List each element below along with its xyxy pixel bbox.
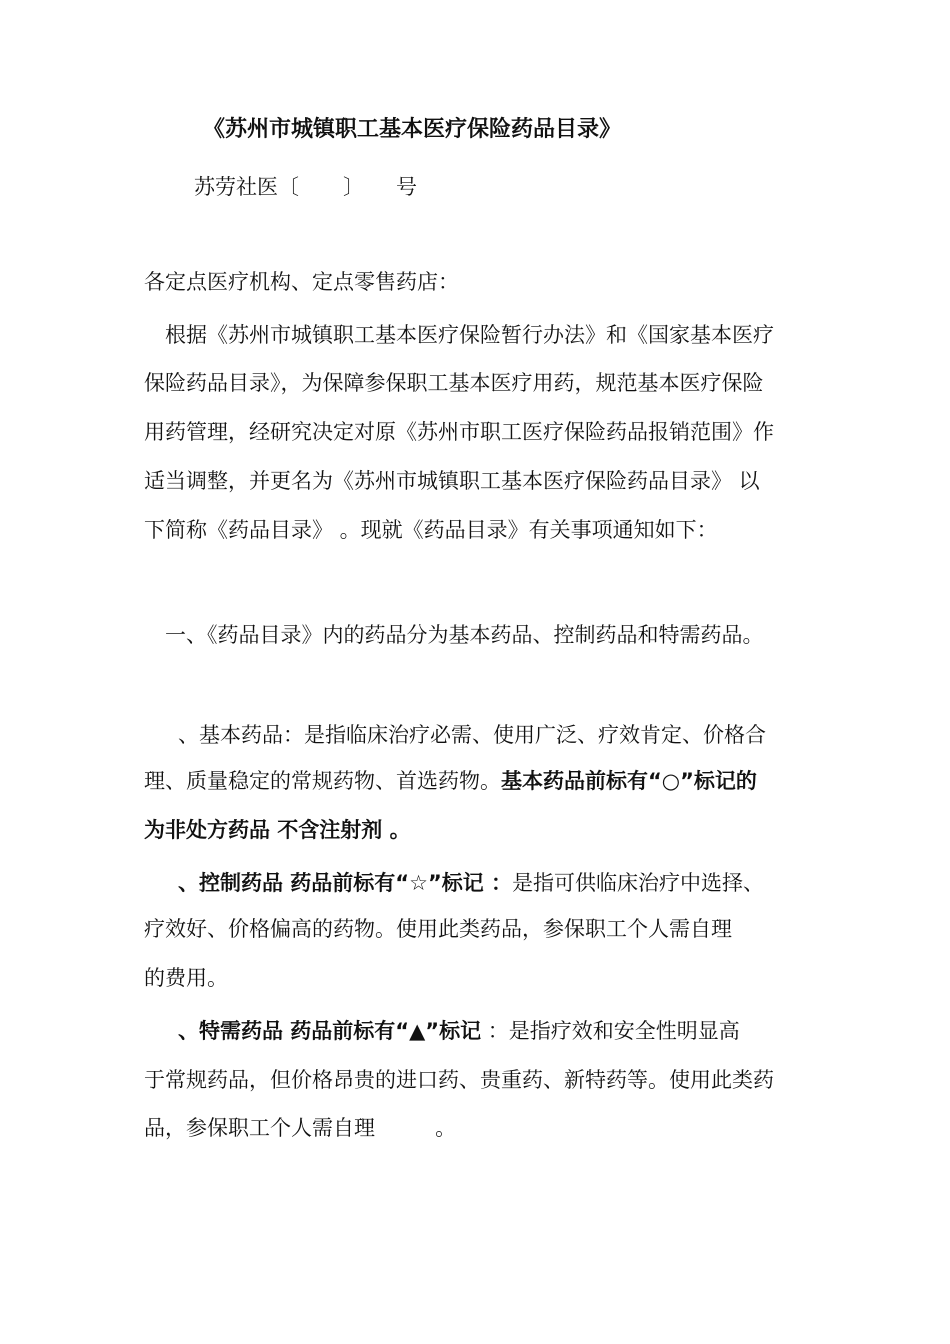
basic-drugs-mark-note: 基本药品前标有“○”标记的 <box>501 769 757 793</box>
document-title: 《苏州市城镇职工基本医疗保险药品目录》 <box>203 117 622 142</box>
intro-line-4: 适当调整，并更名为《苏州市城镇职工基本医疗保险药品目录》 以 <box>144 469 760 493</box>
intro-line-5: 下简称《药品目录》 。现就《药品目录》有关事项通知如下： <box>144 518 718 542</box>
addressee: 各定点医疗机构、定点零售药店： <box>144 270 459 294</box>
control-drugs-line-2: 疗效好、价格偏高的药物。使用此类药品，参保职工个人需自理 <box>144 917 732 941</box>
control-drugs-line-1 <box>178 868 764 898</box>
basic-drugs-otc-note: 为非处方药品 不含注射剂 。 <box>144 818 411 842</box>
intro-line-3: 用药管理，经研究决定对原《苏州市职工医疗保险药品报销范围》作 <box>144 420 774 444</box>
doc-number-prefix: 苏劳社医〔 <box>194 175 299 199</box>
basic-drugs-definition-end: 理、质量稳定的常规药物、首选药物。 <box>144 769 501 793</box>
special-drugs-line-3: 品，参保职工个人需自理 。 <box>144 1116 457 1140</box>
doc-number-bracket-close: 〕 <box>343 175 364 199</box>
basic-drugs-line-2 <box>144 766 757 796</box>
intro-line-1: 根据《苏州市城镇职工基本医疗保险暂行办法》和《国家基本医疗 <box>165 323 774 347</box>
section-1-heading: 一、《药品目录》内的药品分为基本药品、控制药品和特需药品。 <box>165 623 764 647</box>
special-drugs-line-2: 于常规药品，但价格昂贵的进口药、贵重药、新特药等。使用此类药 <box>144 1068 774 1092</box>
special-drugs-line-1 <box>178 1016 740 1046</box>
control-drugs-line-3: 的费用。 <box>144 966 228 990</box>
special-drugs-heading: 、特需药品 药品前标有“▲”标记 <box>178 1019 482 1043</box>
intro-line-2: 保险药品目录》，为保障参保职工基本医疗用药，规范基本医疗保险 <box>144 371 764 395</box>
basic-drugs-line-3 <box>144 815 411 845</box>
basic-drugs-line-1: 、基本药品：是指临床治疗必需、使用广泛、疗效肯定、价格合 <box>178 723 766 747</box>
document-number <box>194 172 417 202</box>
special-drugs-definition: ：是指疗效和安全性明显高 <box>481 1019 740 1043</box>
control-drugs-heading: 、控制药品 药品前标有“☆”标记 ： <box>178 871 513 895</box>
control-drugs-definition: 是指可供临床治疗中选择、 <box>512 871 765 895</box>
doc-number-suffix: 号 <box>396 175 417 199</box>
